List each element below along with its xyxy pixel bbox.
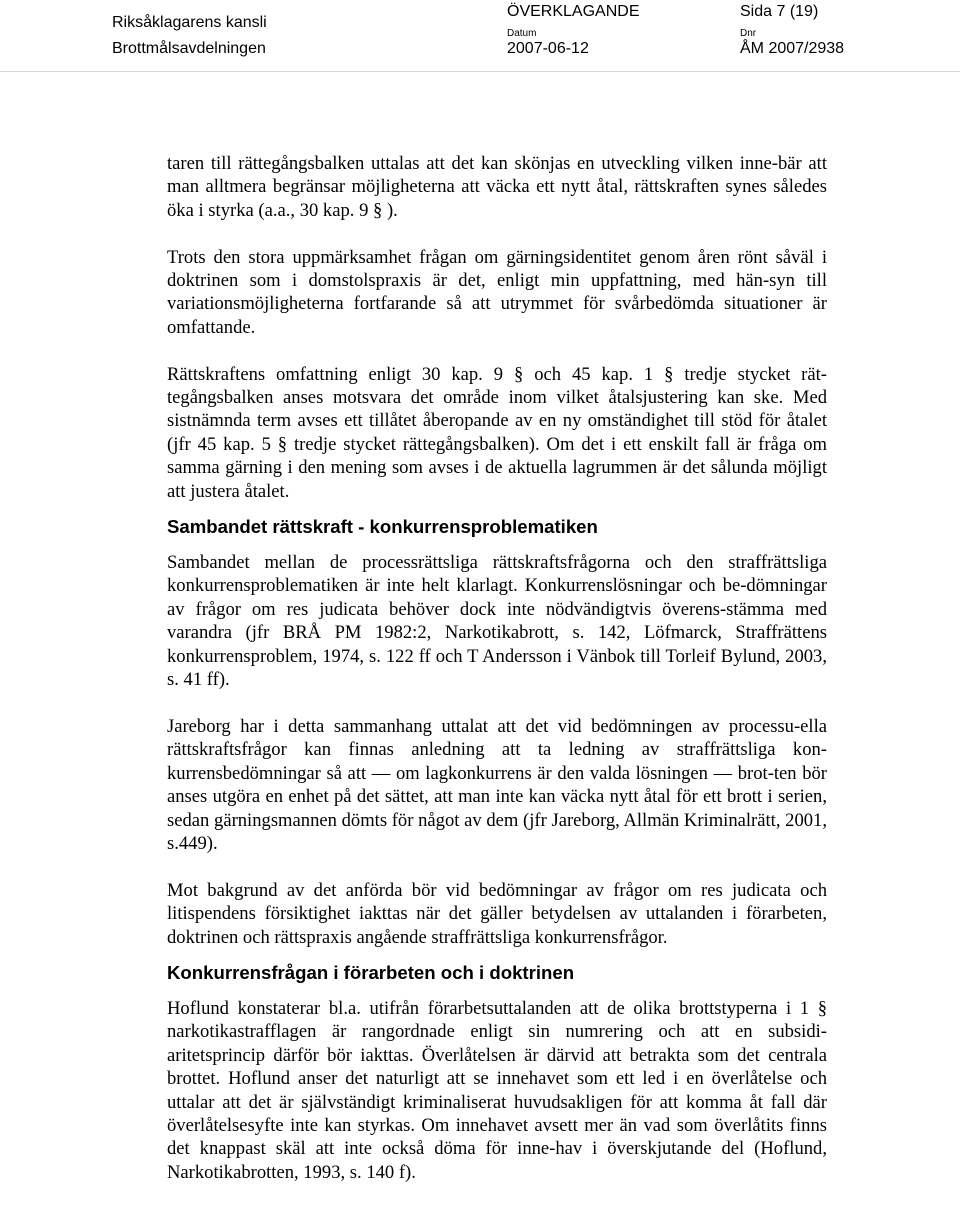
- header-date: 2007-06-12: [507, 40, 589, 57]
- document-body: [167, 152, 827, 1208]
- header-dnr: ÅM 2007/2938: [740, 40, 845, 57]
- header-date-label: Datum: [507, 28, 537, 39]
- header-page-number: Sida 7 (19): [740, 3, 819, 20]
- paragraph: Hoflund konstaterar bl.a. utifrån förarbetsuttalanden att de olika brottstyperna i 1 § narkotikastrafflagen är rangordnade enligt sin numrering och att en subsidi-aritetsprincip därför bör iakttas. Överlåtelsen är därvid att betrakta som det centrala brottet. Hoflund anser det naturligt att se innehavet som ett led i en överlåtelse och uttalar att det är självständigt kriminaliserat huvudsakligen för att komma åt fall där överlåtelsesyfte inte kan styrkas. Om innehavet avsett mer än vad som överlåtits finns det knappast skäl att inte också döma för inne-hav i överskjutande del (Hoflund, Narkotikabrotten, 1993, s. 140 f).: [167, 997, 827, 1183]
- paragraph: Sambandet mellan de processrättsliga rättskraftsfrågorna och den straffrättsliga konkurrensproblematiken är inte helt klarlagt. Konkurrenslösningar och be-dömningar av frågor om res judicata behöver dock inte nödvändigtvis överens-stämma med varandra (jfr BRÅ PM 1982:2, Narkotikabrott, s. 142, Löfmarck, Straffrättens konkurrensproblem, 1974, s. 122 ff och T Andersson i Vänbok till Torleif Bylund, 2003, s. 41 ff).: [167, 552, 827, 691]
- page-header: [0, 0, 960, 60]
- section-heading: Sambandet rättskraft - konkurrensproblematiken: [167, 516, 598, 538]
- header-divider: [0, 71, 960, 72]
- header-organization: Riksåklagarens kansli: [112, 14, 267, 31]
- paragraph: Rättskraftens omfattning enligt 30 kap. 9 § och 45 kap. 1 § tredje stycket rät-tegångsbalken anses motsvara det område inom vilket åtalsjustering kan ske. Med sistnämnda term avses ett tillåtet åberopande av en ny omständighet till stöd för åtalet (jfr 45 kap. 5 § tredje stycket rättegångsbalken). Om det i ett enskilt fall är fråga om samma gärning i den mening som avses i de aktuella lagrummen är det sålunda möjligt att justera åtalet.: [167, 363, 827, 502]
- paragraph: Mot bakgrund av det anförda bör vid bedömningar av frågor om res judicata och litispendens försiktighet iakttas när det gäller betydelsen av uttalanden i förarbeten, doktrinen och rättspraxis angående straffrättsliga konkurrensfrågor.: [167, 879, 827, 948]
- header-division: Brottmålsavdelningen: [112, 40, 266, 57]
- section-heading: Konkurrensfrågan i förarbeten och i doktrinen: [167, 961, 575, 983]
- header-dnr-label: Dnr: [740, 28, 757, 39]
- paragraph: Trots den stora uppmärksamhet frågan om gärningsidentitet genom åren rönt såväl i doktrinen som i domstolspraxis är det, enligt min uppfattning, med hän-syn till variationsmöjligheterna fortfarande så att utrymmet för svårbedömda situationer är omfattande.: [167, 246, 827, 338]
- paragraph: taren till rättegångsbalken uttalas att det kan skönjas en utveckling vilken inne-bär att man alltmera begränsar möjligheterna att väcka ett nytt åtal, rättskraften synes således öka i styrka (a.a., 30 kap. 9 § ).: [167, 153, 827, 221]
- paragraph: Jareborg har i detta sammanhang uttalat att det vid bedömningen av processu-ella rättskraftsfrågor kan finnas anledning att ta ledning av straffrättsliga kon-kurrensbedömningar så att — om lagkonkurrens är den valda lösningen — brot-ten bör anses utgöra en enhet på det sättet, att man inte kan väcka nytt åtal för ett brott i serien, sedan gärningsmannen dömts för något av dem (jfr Jareborg, Allmän Kriminalrätt, 2001, s.449).: [167, 715, 827, 854]
- header-document-type: ÖVERKLAGANDE: [507, 3, 640, 20]
